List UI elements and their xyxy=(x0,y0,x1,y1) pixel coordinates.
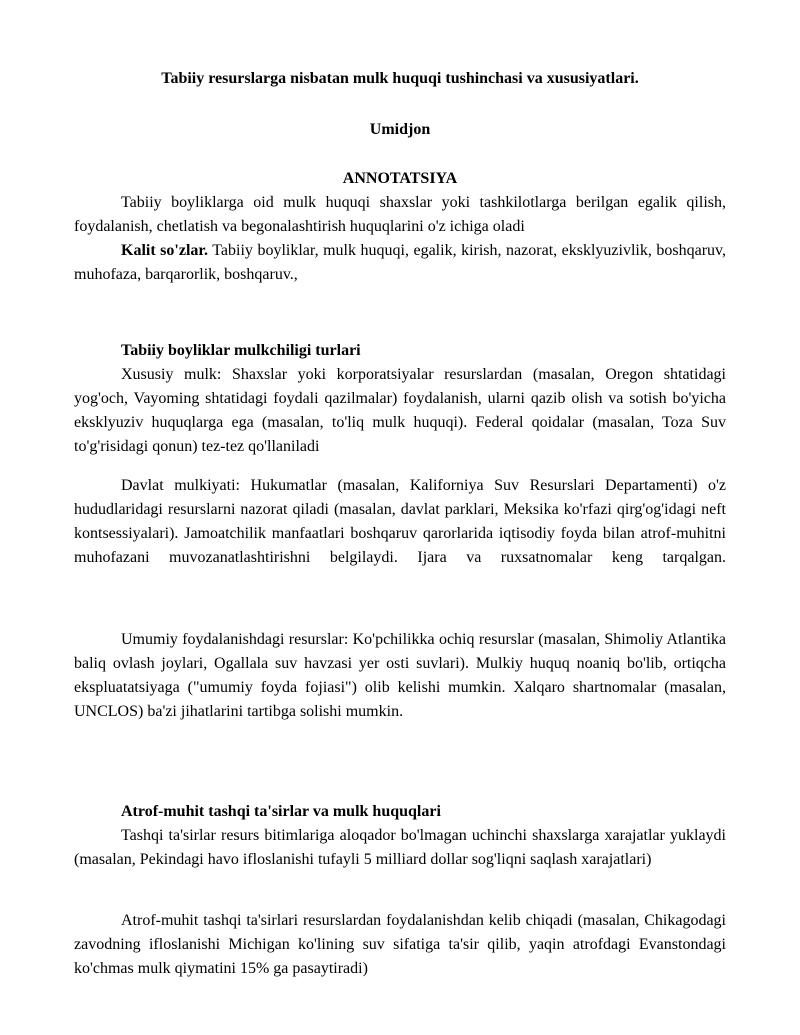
section-externalities xyxy=(74,800,726,872)
paragraph-externalities-costs: Tashqi ta'sirlar resurs bitimlariga aloqador bo'lmagan uchinchi shaxslarga xarajatlar yuklaydi (masalan, Pekindagi havo ifloslanishi tufayli 5 milliard dollar sog'liqni saqlash xarajatlari) xyxy=(74,827,726,868)
keywords-paragraph xyxy=(74,239,726,287)
annotation-text: Tabiiy boyliklarga oid mulk huquqi shaxslar yoki tashkilotlarga berilgan egalik qilish, foydalanish, chetlatish va begonalashtirish huquqlarini o'z ichiga oladi xyxy=(74,194,726,235)
section-state-property xyxy=(74,474,726,570)
section-heading-externalities: Atrof-muhit tashqi ta'sirlar va mulk huquqlari xyxy=(121,803,441,820)
paragraph-state-property: Davlat mulkiyati: Hukumatlar (masalan, Kaliforniya Suv Resurslari Departamenti) o'z hududlaridagi resurslarni nazorat qiladi (masalan, davlat parklari, Meksika ko'rfazi qirg'og'idagi neft kontsessiyalari). Jamoatchilik manfaatlari boshqaruv qarorlarida iqtisodiy foyda bilan atrof-muhitni muhofazani muvozanatlashtirishni belgilaydi. Ijara va ruxsatnomalar keng tarqalgan. xyxy=(74,477,726,566)
section-heading-ownership: Tabiiy boyliklar mulkchiligi turlari xyxy=(121,342,361,359)
paragraph-common-resources: Umumiy foydalanishdagi resurslar: Ko'pchilikka ochiq resurslar (masalan, Shimoliy Atlantika baliq ovlash joylari, Ogallala suv havzasi yer osti suvlari). Mulkiy huquq noaniq bo'lib, ortiqcha ekspluatatsiyaga ("umumiy foyda fojiasi") olib kelishi mumkin. Xalqaro shartnomalar (masalan, UNCLOS) ba'zi jihatlarini tartibga solishi mumkin. xyxy=(74,631,726,720)
section-common-resources xyxy=(74,628,726,724)
keywords-label: Kalit so'zlar. xyxy=(121,242,209,259)
keywords-text: Tabiiy boyliklar, mulk huquqi, egalik, kirish, nazorat, eksklyuzivlik, boshqaruv, muhofaza, barqarorlik, boshqaruv., xyxy=(74,242,727,283)
section-ownership-types xyxy=(74,339,726,459)
annotation-section xyxy=(74,167,726,287)
paragraph-private-property: Xususiy mulk: Shaxslar yoki korporatsiyalar resurslardan (masalan, Oregon shtatidagi yog'och, Vayoming shtatidagi foydali qazilmalar) foydalanish, ularni qazib olish va sotish bo'yicha eksklyuziv huquqlarga ega (masalan, to'liq mulk huquqi). Federal qoidalar (masalan, Toza Suv to'g'risidagi qonun) tez-tez qo'llaniladi xyxy=(74,366,726,455)
document-title: Tabiiy resurslarga nisbatan mulk huquqi tushinchasi va xususiyatlari. xyxy=(161,70,639,87)
author-name: Umidjon xyxy=(369,121,431,138)
section-externalities-example xyxy=(74,909,726,981)
paragraph-externalities-example: Atrof-muhit tashqi ta'sirlari resurslardan foydalanishdan kelib chiqadi (masalan, Chikagodagi zavodning ifloslanishi Michigan ko'lining suv sifatiga ta'sir qilib, yaqin atrofdagi Evanstondagi ko'chmas mulk qiymatini 15% ga pasaytiradi) xyxy=(74,912,726,977)
annotation-heading: ANNOTATSIYA xyxy=(342,170,458,187)
